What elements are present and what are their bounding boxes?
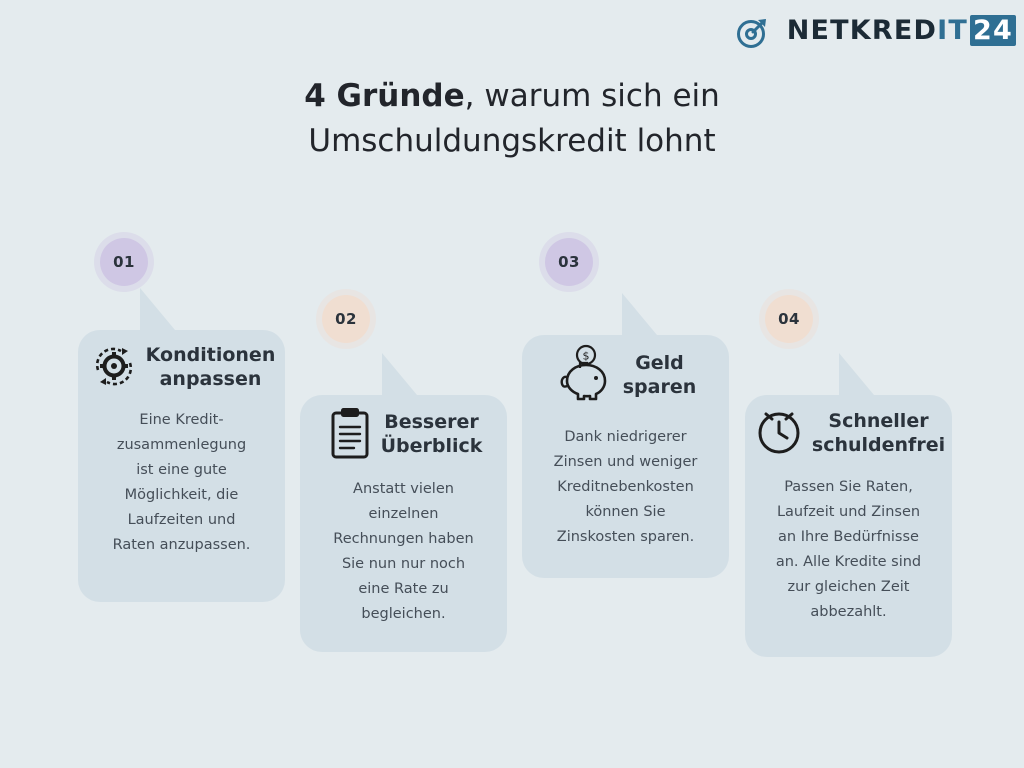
card-03-body-line: Zinskosten sparen. bbox=[556, 528, 695, 545]
card-01-body bbox=[78, 408, 285, 558]
card-04-body bbox=[745, 475, 952, 625]
card-01-title-line2: anpassen bbox=[159, 368, 262, 390]
card-01-body-line: Eine Kredit- bbox=[139, 412, 224, 428]
clipboard-icon bbox=[325, 405, 375, 465]
card-01-header bbox=[78, 340, 285, 396]
card-02-title-line2: Überblick bbox=[380, 435, 483, 457]
card-03 bbox=[522, 335, 729, 578]
card-02-tail bbox=[382, 353, 422, 401]
card-04-body-line: abbezahlt. bbox=[810, 603, 887, 620]
page-title-highlight: 4 Gründe bbox=[304, 78, 465, 114]
card-01-tail bbox=[140, 288, 180, 336]
card-01-body-line: Laufzeiten und bbox=[127, 511, 236, 528]
card-01-title bbox=[146, 344, 276, 392]
card-03-tail bbox=[622, 293, 662, 341]
page-title bbox=[0, 74, 1024, 164]
card-02-body-line: Sie nun nur noch bbox=[341, 555, 466, 572]
card-01-title-line1: Konditionen bbox=[145, 344, 276, 367]
page-title-line2: Umschuldungskredit lohnt bbox=[308, 122, 716, 159]
svg-text:$: $ bbox=[582, 349, 590, 363]
card-04-body-line: Laufzeit und Zinsen bbox=[776, 503, 921, 520]
page-title-rest: , warum sich ein bbox=[464, 78, 720, 114]
card-03-header bbox=[522, 343, 729, 409]
card-02-title-line1: Besserer bbox=[384, 411, 479, 434]
card-02-body-line: Rechnungen haben bbox=[333, 530, 474, 547]
card-03-title bbox=[623, 352, 697, 400]
card-03-body-line: Kreditnebenkosten bbox=[557, 478, 694, 495]
brand-logo bbox=[737, 10, 1016, 50]
badge-04: 04 bbox=[765, 295, 813, 343]
card-04-tail bbox=[839, 353, 879, 401]
card-03-body-line: können Sie bbox=[585, 503, 666, 520]
card-04 bbox=[745, 395, 952, 657]
clock-icon bbox=[752, 405, 806, 463]
card-02 bbox=[300, 395, 507, 652]
badge-02: 02 bbox=[322, 295, 370, 343]
piggy-bank-icon bbox=[555, 343, 617, 409]
card-04-body-line: zur gleichen Zeit bbox=[787, 578, 910, 595]
card-02-body-line: einzelnen bbox=[368, 505, 439, 522]
chart-arrow-icon bbox=[737, 10, 777, 50]
card-03-title-line2: sparen bbox=[622, 376, 697, 398]
card-04-body-line: an Ihre Bedürfnisse bbox=[778, 528, 919, 545]
card-04-header bbox=[745, 405, 952, 463]
page-title-line1 bbox=[0, 74, 1024, 119]
badge-03: 03 bbox=[545, 238, 593, 286]
card-04-body-line: Passen Sie Raten, bbox=[784, 479, 913, 495]
card-04-title-line1: Schneller bbox=[828, 410, 929, 433]
card-03-body bbox=[522, 425, 729, 550]
brand-name-part2: IT bbox=[937, 14, 969, 46]
brand-name-number: 24 bbox=[970, 15, 1016, 46]
card-01 bbox=[78, 330, 285, 602]
card-01-body-line: Möglichkeit, die bbox=[124, 486, 239, 503]
card-02-header bbox=[300, 405, 507, 465]
gear-refresh-icon bbox=[88, 340, 140, 396]
card-03-title-line1: Geld bbox=[635, 352, 684, 375]
brand-name bbox=[787, 15, 1016, 46]
card-02-title bbox=[381, 411, 483, 459]
card-04-title-line2: schuldenfrei bbox=[811, 434, 946, 456]
card-04-title bbox=[812, 410, 945, 458]
card-03-body-line: Dank niedrigerer bbox=[564, 429, 687, 445]
card-02-body bbox=[300, 477, 507, 627]
card-04-body-line: an. Alle Kredite sind bbox=[775, 553, 922, 570]
brand-name-part1: NETKRED bbox=[786, 14, 938, 46]
badge-01: 01 bbox=[100, 238, 148, 286]
card-02-body-line: begleichen. bbox=[361, 605, 446, 622]
card-01-body-line: zusammenlegung bbox=[116, 436, 247, 453]
card-02-body-line: eine Rate zu bbox=[358, 580, 449, 597]
card-01-body-line: ist eine gute bbox=[136, 461, 227, 478]
card-01-body-line: Raten anzupassen. bbox=[112, 536, 251, 553]
card-03-body-line: Zinsen und weniger bbox=[553, 453, 698, 470]
card-02-body-line: Anstatt vielen bbox=[353, 481, 454, 497]
